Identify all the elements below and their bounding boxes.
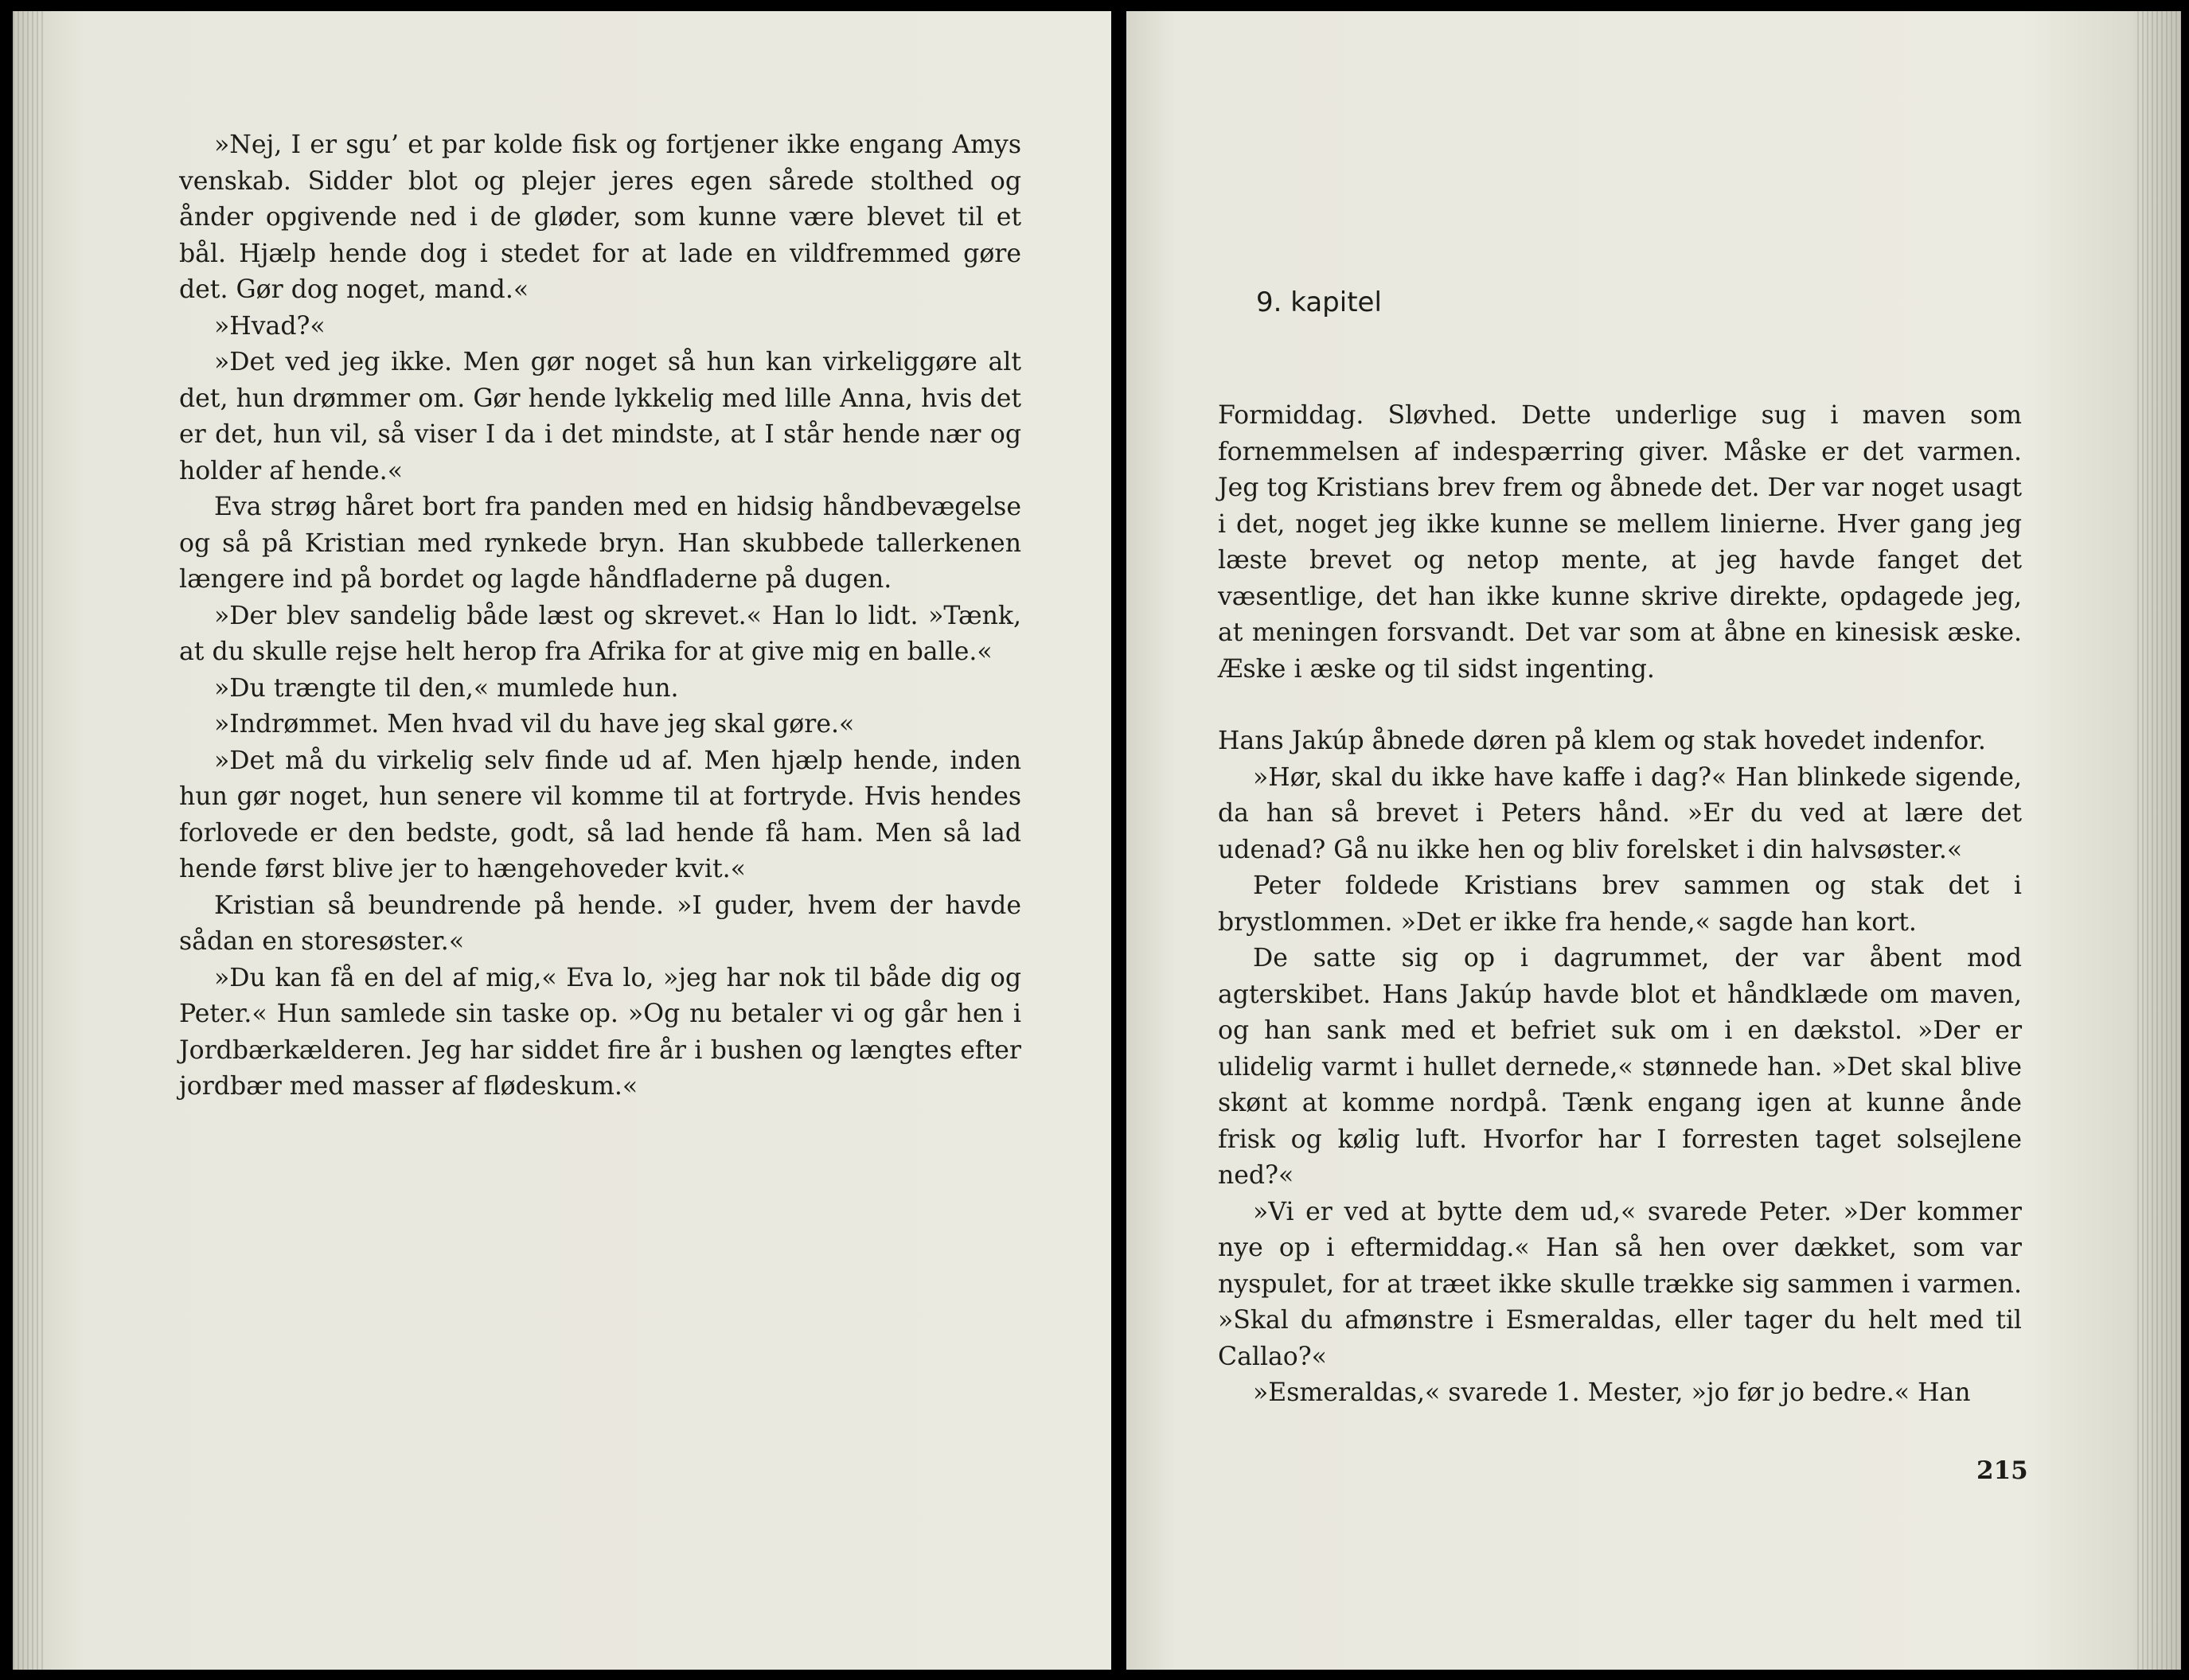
chapter-heading: 9. kapitel xyxy=(1256,286,1382,318)
paragraph: »Du trængte til den,« mumlede hun. xyxy=(214,673,679,703)
paragraph: Hans Jakúp åbnede døren på klem og stak hovedet indenfor. xyxy=(1218,727,1986,755)
paragraph: Peter foldede Kristians brev sammen og stak det i brystlommen. »Det er ikke fra hende,« sagde han kort. xyxy=(1218,871,2022,937)
paragraph: »Esmeraldas,« svarede 1. Mester, »jo før jo bedre.« Han xyxy=(1253,1378,1971,1407)
paragraph: »Der blev sandelig både læst og skrevet.« Han lo lidt. »Tænk, at du skulle rejse helt herop fra Afrika for at give mig en balle.« xyxy=(179,601,1021,666)
paragraph: »Vi er ved at bytte dem ud,« svarede Peter. »Der kommer nye op i eftermiddag.« Han så hen over dækket, som var nyspulet, for at træet ikke skulle trække sig sammen i varmen. »Skal du afmønstre i Esmeraldas, eller tager du helt med til Callao?« xyxy=(1218,1197,2022,1371)
paragraph: »Nej, I er sgu’ et par kolde fisk og fortjener ikke engang Amys venskab. Sidder blot og plejer jeres egen sårede stolthed og ånder opgivende ned i de gløder, som kunne være blevet til et bål. Hjælp hende dog i stedet for at lade en vildfremmed gøre det. Gør dog noget, mand.« xyxy=(179,131,1021,304)
paragraph: »Det ved jeg ikke. Men gør noget så hun kan virkeliggøre alt det, hun drømmer om. Gør hende lykkelig med lille Anna, hvis det er det, hun vil, så viser I da i det mindste, at I står hende nær og holder af hende.« xyxy=(179,348,1021,485)
paragraph: Eva strøg håret bort fra panden med en hidsig håndbevægelse og så på Kristian med rynkede bryn. Han skubbede tallerkenen længere ind på bordet og lagde håndfladerne på dugen. xyxy=(179,493,1021,594)
paragraph: De satte sig op i dagrummet, der var åbent mod agterskibet. Hans Jakúp havde blot et håndklæde om maven, og han sank med et befriet suk om i en dækstol. »Der er ulidelig varmt i hullet dernede,« stønnede han. »Det skal blive skønt at komme nordpå. Tænk engang igen at kunne ånde frisk og kølig luft. Hvorfor har I forresten taget solsejlene ned?« xyxy=(1218,944,2022,1190)
paragraph: Formiddag. Sløvhed. Dette underlige sug i maven som fornemmelsen af indespærring giver. Måske er det varmen. Jeg tog Kristians brev frem og åbnede det. Der var noget usagt i det, noget jeg ikke kunne se mellem linierne. Hver gang jeg læste brevet og netop mente, at jeg havde fanget det væsentlige, det han ikke kunne skrive direkte, opdagede jeg, at meningen forsvandt. Det var som at åbne en kinesisk æske. Æske i æske og til sidst ingenting. xyxy=(1218,401,2022,684)
paragraph: »Indrømmet. Men hvad vil du have jeg skal gøre.« xyxy=(214,710,855,739)
page-edge xyxy=(2137,11,2181,1670)
right-page-text xyxy=(1218,398,2022,1412)
paragraph: »Hør, skal du ikke have kaffe i dag?« Han blinkede sigende, da han så brevet i Peters hånd. »Er du ved at lære det udenad? Gå nu ikke hen og bliv forelsket i din halvsøster.« xyxy=(1218,762,2022,864)
paragraph: »Det må du virkelig selv finde ud af. Men hjælp hende, inden hun gør noget, hun senere vil komme til at fortryde. Hvis hendes forlovede er den bedste, godt, så lad hende få ham. Men så lad hende først blive jer to hængehoveder kvit.« xyxy=(179,746,1021,883)
paragraph: Kristian så beundrende på hende. »I guder, hvem der havde sådan en storesøster.« xyxy=(179,891,1021,956)
page-number: 215 xyxy=(1976,1456,2028,1485)
page-edge xyxy=(13,11,45,1670)
paragraph: »Hvad?« xyxy=(214,311,326,341)
left-page-text xyxy=(179,127,1021,1105)
paragraph: »Du kan få en del af mig,« Eva lo, »jeg har nok til både dig og Peter.« Hun samlede sin taske op. »Og nu betaler vi og går hen i Jordbærkælderen. Jeg har siddet fire år i bushen og længtes efter jordbær med masser af flødeskum.« xyxy=(179,963,1021,1101)
